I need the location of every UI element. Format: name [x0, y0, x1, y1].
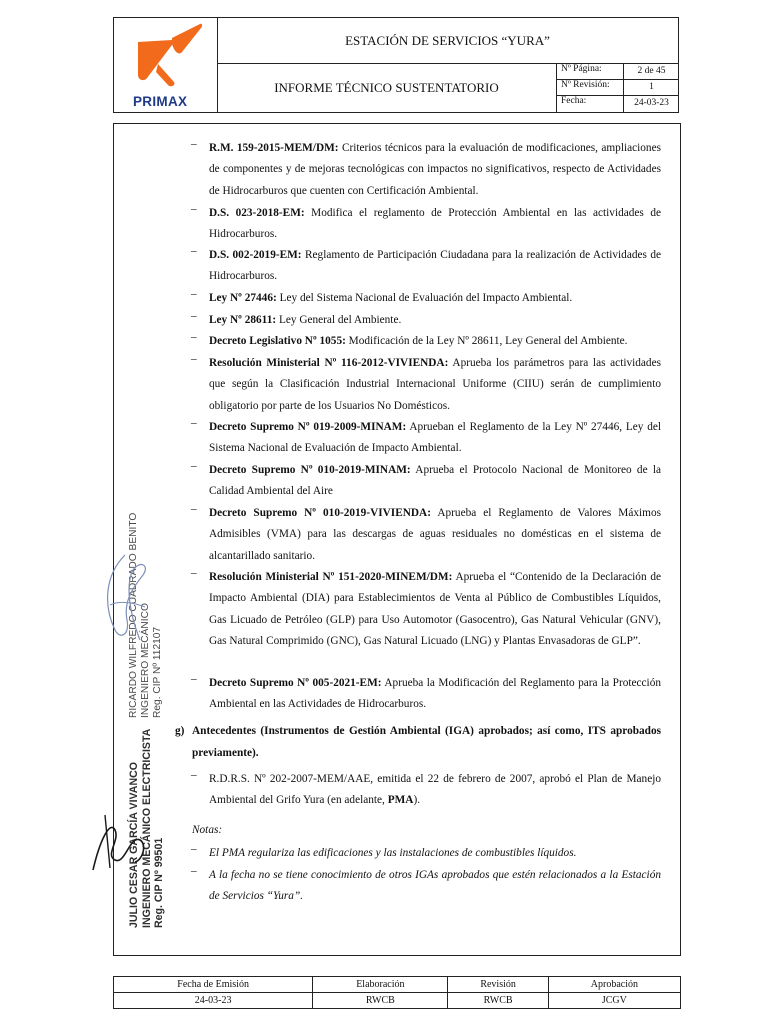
meta-date-value: 24-03-23: [623, 95, 679, 112]
item-text: Modificación de la Ley Nº 28611, Ley General del Ambiente.: [345, 335, 628, 347]
document-title: ESTACIÓN DE SERVICIOS “YURA”: [217, 18, 678, 64]
item-text: Aprueba el Reglamento de Valores Máximos Admisibles (VMA) para las descargas de aguas residuales no domésticas en el sistema de alcantarillado sanitario.: [209, 507, 661, 562]
item-text: Reglamento de Participación Ciudadana para la realización de Actividades de Hidrocarburos.: [209, 249, 661, 283]
item-text: Modifica el reglamento de Protección Ambiental en las actividades de Hidrocarburos.: [209, 207, 661, 241]
col-aprobacion: Aprobación: [548, 977, 680, 993]
item-title: R.M. 159-2015-MEM/DM:: [209, 142, 339, 154]
col-revision: Revisión: [448, 977, 548, 993]
item-title: Resolución Ministerial Nº 151-2020-MINEM/DM:: [209, 571, 453, 583]
item-title: Decreto Supremo Nº 019-2009-MINAM:: [209, 421, 407, 433]
approval-table: [113, 976, 681, 1009]
item-title: Decreto Supremo Nº 005-2021-EM:: [209, 677, 382, 689]
val-elaboracion: RWCB: [313, 993, 448, 1009]
val-revision: RWCB: [448, 993, 548, 1009]
meta-revision-label: Nº Revisión:: [561, 80, 610, 90]
notes-title: Notas:: [192, 824, 223, 836]
approval-value-row: [114, 993, 681, 1009]
meta-page-label: Nº Página:: [561, 64, 602, 74]
item-text: Ley del Sistema Nacional de Evaluación del Impacto Ambiental.: [276, 292, 573, 304]
note-text: A la fecha no se tiene conocimiento de otros IGAs aprobados que estén relacionados a la Estación de Servicios “Yura”.: [209, 869, 661, 903]
item-text: Criterios técnicos para la evaluación de modificaciones, ampliaciones de componentes y de mejoras tecnológicas con impactos no significativos, respecto de Actividades de Hidrocarburos que cuenten con Certificación Ambiental.: [209, 142, 661, 197]
signature-2-icon: [85, 800, 160, 880]
item-title: Decreto Legislativo Nº 1055:: [209, 335, 346, 347]
document-subtitle: INFORME TÉCNICO SUSTENTATORIO: [217, 63, 557, 112]
item-bold: PMA: [387, 794, 414, 807]
approval-header-row: [114, 977, 681, 993]
section-letter: g): [175, 725, 185, 737]
item-title: D.S. 023-2018-EM:: [209, 207, 305, 219]
engineer-stamp-2: JULIO CESAR GARCÍA VIVANCO INGENIERO MECÁNICO ELECTRICISTA Reg. CIP Nº 99501: [128, 728, 165, 928]
item-text: Aprueba el Protocolo Nacional de Monitoreo de la Calidad Ambiental del Aire: [209, 464, 661, 498]
item-text: Ley General del Ambiente.: [276, 314, 402, 326]
item-text: Aprueba el “Contenido de la Declaración de Impacto Ambiental (DIA) para Establecimientos de Venta al Público de Combustibles Líquidos, Gas Licuado de Petróleo (GLP) para Uso Automotor (Gasocentro), Gas Natural Vehicular (GNV), Gas Natural Comprimido (GNC), Gas Natural Licuado (LNG) y Plantas Envasadoras de GLP”.: [209, 571, 661, 647]
col-elaboracion: Elaboración: [313, 977, 448, 993]
item-title: Ley Nº 28611:: [209, 314, 277, 326]
item-title: Resolución Ministerial Nº 116-2012-VIVIENDA:: [209, 357, 449, 369]
section-g-title: Antecedentes (Instrumentos de Gestión Ambiental (IGA) aprobados; así como, ITS aprobados previamente).: [192, 725, 661, 759]
meta-revision-value: 1: [623, 79, 679, 95]
item-text-end: ).: [413, 794, 421, 807]
engineer-stamp-1: RICARDO WILFREDO CUADRADO BENITO INGENIERO MECÁNICO Reg. CIP Nº 112107: [128, 512, 163, 718]
meta-date-label: Fecha:: [561, 96, 587, 106]
item-title: Decreto Supremo Nº 010-2019-MINAM:: [209, 464, 411, 476]
col-fecha-emision: Fecha de Emisión: [114, 977, 313, 993]
item-title: Ley Nº 27446:: [209, 292, 277, 304]
meta-page-value: 2 de 45: [623, 63, 679, 79]
val-fecha-emision: 24-03-23: [114, 993, 313, 1009]
note-text: El PMA regulariza las edificaciones y las instalaciones de combustibles líquidos.: [209, 847, 577, 859]
document-body: – R.M. 159-2015-MEM/DM: Criterios técnicos para la evaluación de modificaciones, ampliaciones de componentes y de mejoras tecnológicas con impactos no significativos, respecto de Actividades de Hidrocarburos que cuenten con Certificación Ambiental. – D.S. 023-2018-EM: Modifica el reglamento de Protección Ambiental en las actividades de Hidrocarburos. – D.S. 002-2019-EM: Reglamento de Participación Ciudadana para la realización de Actividades de Hidrocarburos. – Ley Nº 27446: Ley del Sistema Nacional de Evaluación del Impacto Ambiental. – Ley Nº 28611: Ley General del Ambiente. – Decreto Legislativo Nº 1055: Modificación de la Ley Nº 28611, Ley General del Ambiente. – Resolución Ministerial Nº 116-2012-VIVIENDA: Aprueba los parámetros para las actividades que según la Clasificación Industrial Internacional Uniforme (CIIU) serán de cumplimiento obligatorio por parte de los Usuarios No Domésticos. – Decreto Supremo Nº 019-2009-MINAM: Aprueban el Reglamento de la Ley Nº 27446, Ley del Sistema Nacional de Evaluación de Impacto Ambiental. – Decreto Supremo Nº 010-2019-MINAM: Aprueba el Protocolo Nacional de Monitoreo de la Calidad Ambiental del Aire – Decreto Supremo Nº 010-2019-VIVIENDA: Aprueba el Reglamento de Valores Máximos Admisibles (VMA) para las descargas de aguas residuales no domésticas en el sistema de alcantarillado sanitario. – Resolución Ministerial Nº 151-2020-MINEM/DM: Aprueba el “Contenido de la Declaración de Impacto Ambiental (DIA) para Establecimientos de Venta al Público de Combustibles Líquidos, Gas Licuado de Petróleo (GLP) para Uso Automotor (Gasocentro), Gas Natural Vehicular (GNV), Gas Natural Comprimido (GNC), Gas Natural Licuado (LNG) y Plantas Envasadoras de GLP”. – Decreto Supremo Nº 005-2021-EM: Aprueba la Modificación del Reglamento para la Protección Ambiental en las Actividades de Hidrocarburos. g) Antecedentes (Instrumentos de Gestión Ambiental (IGA) aprobados; así como, ITS aprobados previamente). – R.D.R.S. Nº 202-2007-MEM/AAE, emitida el 22 de febrero de 2007, aprobó el Plan de Manejo Ambiental del Grifo Yura (en adelante, PMA). Notas: – El PMA regulariza las edificaciones y las instalaciones de combustibles líquidos. – A la fecha no se tiene conocimiento de otros IGAs aprobados que estén relacionados a la Estación de Servicios “Yura”.: [0, 0, 768, 1024]
item-text: Aprueban el Reglamento de la Ley Nº 27446, Ley del Sistema Nacional de Evaluación de Impacto Ambiental.: [209, 421, 661, 455]
logo-text: PRIMAX: [133, 94, 188, 109]
val-aprobacion: JCGV: [548, 993, 680, 1009]
item-title: D.S. 002-2019-EM:: [209, 249, 302, 261]
item-text: Aprueba la Modificación del Reglamento para la Protección Ambiental en las Actividades de Hidrocarburos.: [209, 677, 661, 711]
item-text: Aprueba los parámetros para las actividades que según la Clasificación Industrial Internacional Uniforme (CIIU) serán de cumplimiento obligatorio por parte de los Usuarios No Domésticos.: [209, 357, 661, 412]
item-text: R.D.R.S. Nº 202-2007-MEM/AAE, emitida el 22 de febrero de 2007, aprobó el Plan de Manejo Ambiental del Grifo Yura (en adelante,: [209, 773, 661, 807]
item-title: Decreto Supremo Nº 010-2019-VIVIENDA:: [209, 507, 431, 519]
signature-1-icon: [95, 545, 155, 665]
